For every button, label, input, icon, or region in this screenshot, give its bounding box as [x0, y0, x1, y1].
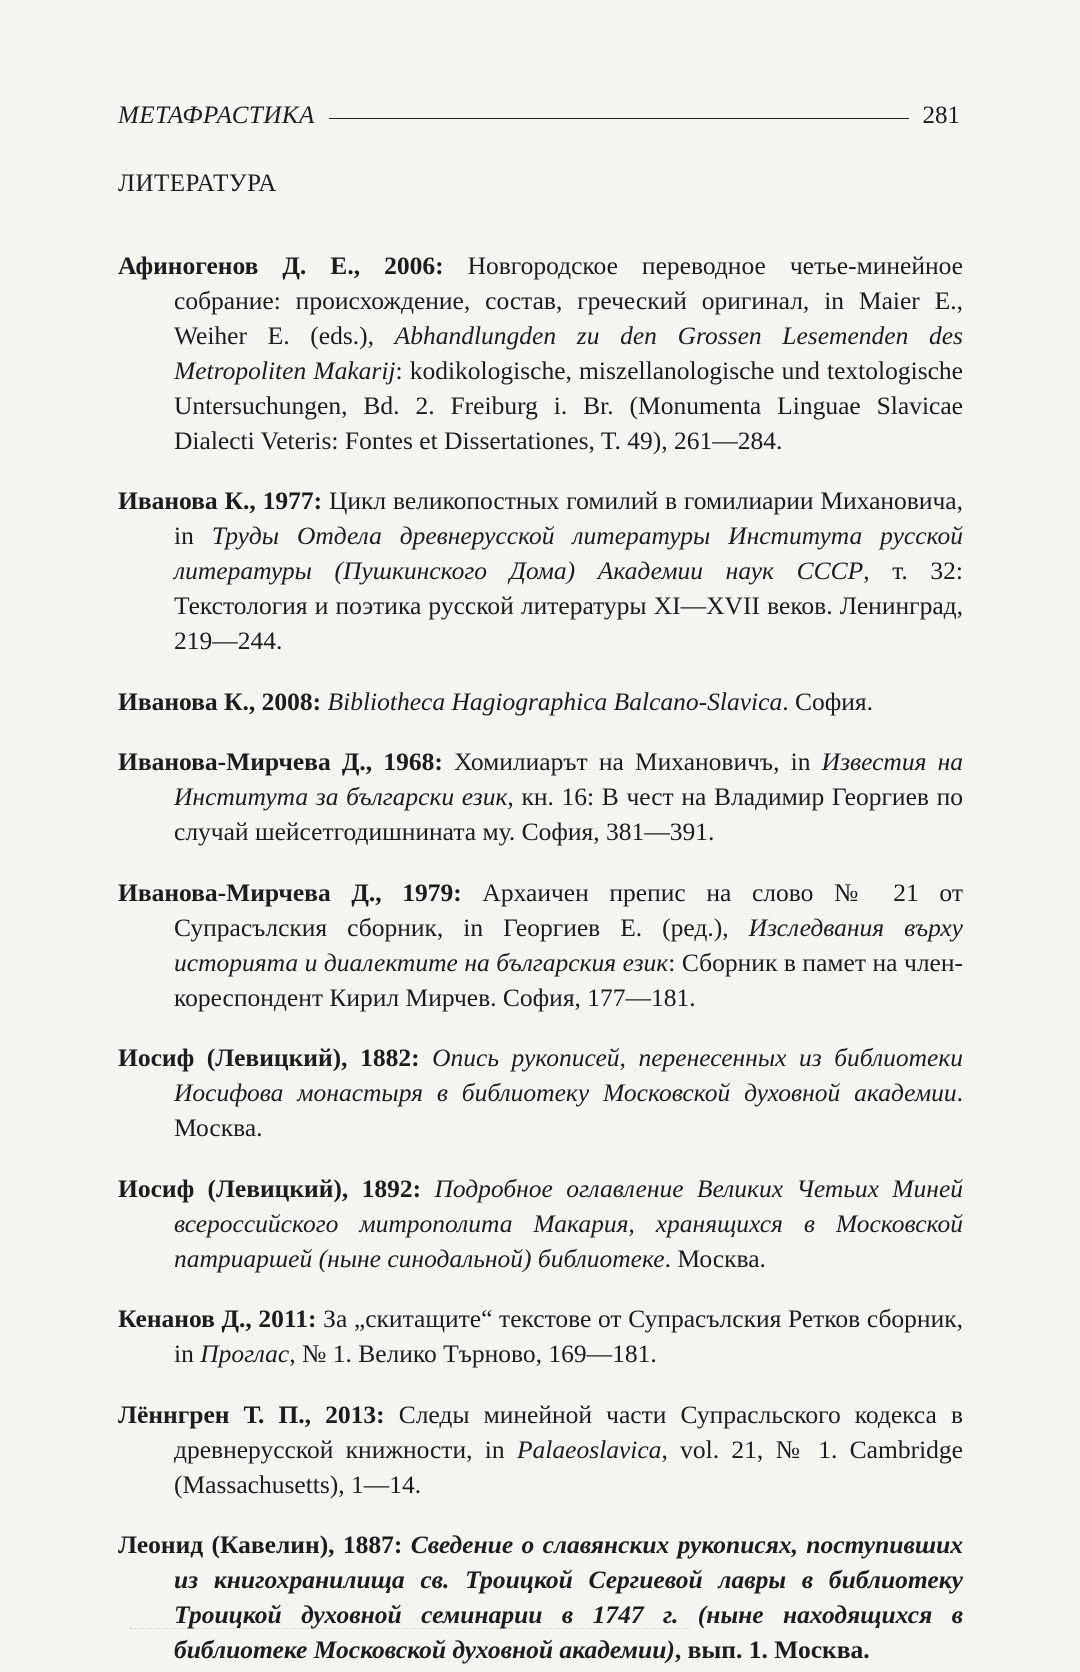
entry-text: Новгородское переводное четье-минейное собрание: происхождение, состав, греческий оригинал, in Maier E., Weiher E. (eds.),	[174, 250, 963, 350]
bib-entry-afinogenov-2006	[118, 248, 963, 458]
entry-author: Иосиф (Левицкий), 1892:	[118, 1173, 422, 1203]
entry-text: , вып. 1. Москва.	[674, 1635, 870, 1664]
entry-author: Лённгрен Т. П., 2013:	[118, 1399, 385, 1429]
bib-entry-ivanova-mircheva-1968	[118, 744, 963, 849]
entry-title: Abhandlungden zu den Grossen Lesemenden des Metropoliten Makarij	[174, 320, 963, 385]
header-rule	[329, 118, 909, 119]
entry-author: Иосиф (Левицкий), 1882:	[118, 1043, 420, 1072]
entry-text	[421, 1174, 434, 1203]
bib-entry-leonid-1887	[118, 1527, 963, 1667]
entry-title: Труды Отдела древнерусской литературы Института русской литературы (Пушкинского Дома) Академии наук СССР	[174, 521, 963, 585]
entry-title: Изследвания върху историята и диалектите на българския език	[174, 912, 963, 977]
entry-text: : kodikologische, miszellanologische und textologische Untersuchungen, Bd. 2. Freiburg i. Br. (Monumenta Linguae Slavicae Dialecti Veteris: Fontes et Dissertationes, T. 49), 261—284.	[174, 355, 963, 455]
section-title: ЛИТЕРАТУРА	[118, 170, 277, 197]
entry-author: Иванова К., 1977:	[118, 486, 323, 515]
entry-title: Проглас	[200, 1339, 290, 1368]
bib-entry-ivanova-mircheva-1979	[118, 875, 963, 1015]
bib-entry-ivanova-2008	[118, 684, 963, 719]
bib-entry-iosif-1892	[118, 1171, 963, 1276]
entry-text: Хомилиарът на Михановичъ, in	[442, 747, 822, 776]
entry-author: Иванова-Мирчева Д., 1968:	[118, 747, 443, 776]
bib-entry-lonngren-2013	[118, 1397, 963, 1502]
entry-author: Леонид (Кавелин), 1887:	[118, 1530, 403, 1559]
entry-text: Архаичен препис на слово № 21 от Супрасълския сборник, in Георгиев Е. (ред.),	[174, 877, 963, 942]
entry-author: Иванова К., 2008:	[118, 686, 322, 716]
entry-text: , т. 32: Текстология и поэтика русской литературы XI—XVII веков. Ленинград, 219—244.	[174, 556, 963, 655]
entry-title: Опись рукописей, перенесенных из библиотеки Иосифова монастыря в библиотеку Московской духовной академии	[174, 1043, 964, 1107]
entry-author: Афиногенов Д. Е., 2006:	[118, 250, 444, 280]
page-number: 281	[922, 102, 960, 129]
entry-title: Сведение о славянских рукописях, поступивших из книгохранилища св. Троицкой Сергиевой лавры в библиотеку Троицкой духовной семинарии в 1747 г. (ныне находящихся в библиотеке Московской духовной академии)	[174, 1530, 964, 1664]
entry-author: Иванова-Мирчева Д., 1979:	[118, 877, 462, 907]
entry-text	[402, 1530, 410, 1559]
running-title: МЕТАФРАСТИКА	[118, 102, 315, 129]
entry-text: Следы минейной части Супрасльского кодекса в древнерусской книжности, in	[174, 1399, 963, 1464]
scan-artifact	[130, 1628, 690, 1632]
bib-entry-ivanova-1977	[118, 483, 963, 658]
entry-text: , кн. 16: В чест на Владимир Георгиев по случай шейсетгодишнината му. София, 381—391.	[174, 782, 963, 846]
bib-entry-iosif-1882	[118, 1040, 963, 1145]
entry-text: . София.	[782, 686, 873, 716]
entry-text: Цикл великопостных гомилий в гомилиарии Михановича, in	[174, 486, 963, 550]
entry-title: Palaeoslavica	[516, 1434, 662, 1464]
bib-entry-kenanov-2011	[118, 1301, 963, 1371]
entry-text: За „скитащите“ текстове от Супрасълския Ретков сборник, in	[174, 1304, 963, 1368]
entry-title: Bibliotheca Hagiographica Balcano-Slavica	[327, 686, 783, 716]
running-head	[118, 102, 960, 130]
entry-title: Подробное оглавление Великих Четьих Миней всероссийского митрополита Макария, хранящихся в Московской патриаршей (ныне синодальной) библиотеке	[174, 1173, 964, 1273]
entry-text: , vol. 21, № 1. Cambridge (Massachusetts), 1—14.	[174, 1434, 963, 1499]
entry-text: , № 1. Велико Търново, 169—181.	[289, 1339, 657, 1368]
entry-title: Известия на Института за български език	[174, 747, 963, 811]
entry-text: : Сборник в памет на член-кореспондент Кирил Мирчев. София, 177—181.	[174, 947, 963, 1012]
entry-text: . Москва.	[664, 1243, 766, 1273]
entry-author: Кенанов Д., 2011:	[118, 1304, 317, 1333]
entry-text	[420, 1043, 433, 1072]
bibliography-list	[118, 222, 963, 1672]
entry-text: . Москва.	[174, 1078, 963, 1142]
